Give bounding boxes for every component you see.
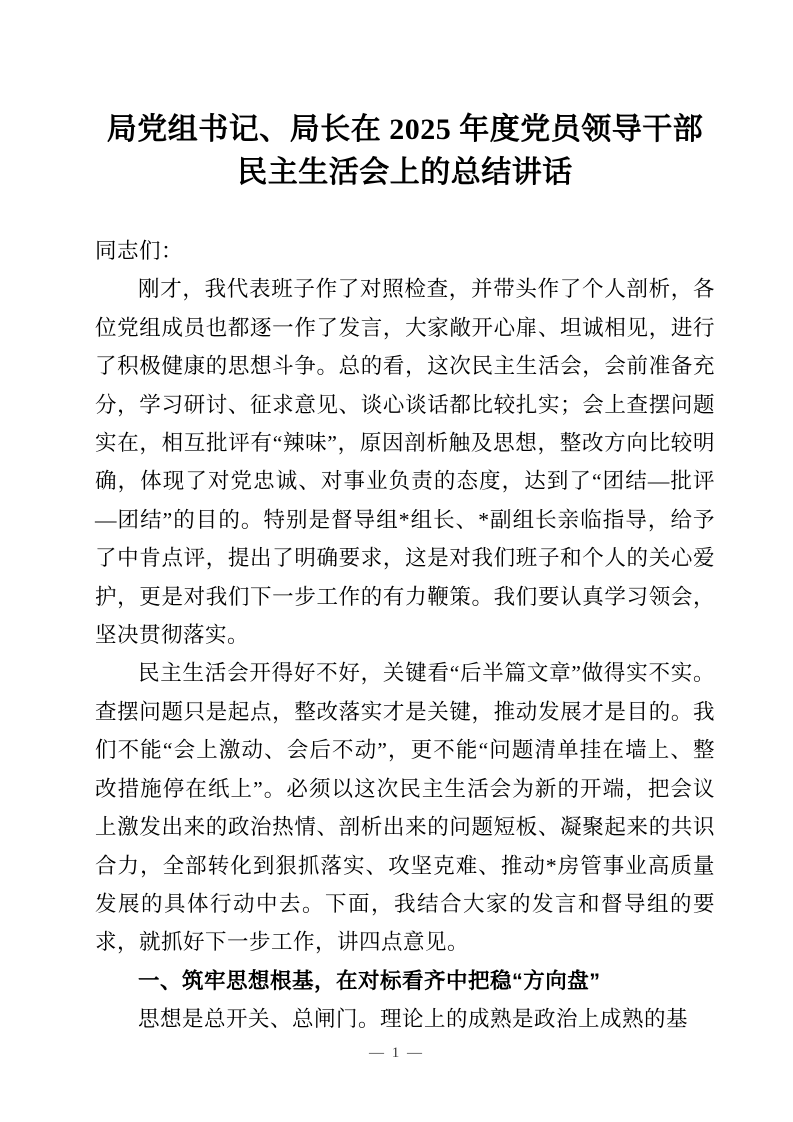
salutation: 同志们： (95, 239, 184, 263)
body-paragraph: 思想是总开关、总闸门。理论上的成熟是政治上成熟的基 (138, 1007, 689, 1032)
body-paragraph: 民主生活会开得好不好，关键看“后半篇文章”做得实不实。查摆问题只是起点，整改落实才是关键，推动发展才是目的。我们不能“会上激动、会后不动”，更不能“问题清单挂在墙上、整改措施停在纸上”。必须以这次民主生活会为新的开端，把会议上激发出来的政治热情、剖析出来的问题短板、凝聚起来的共识合力，全部转化到狠抓落实、攻坚克难、推动*房管事业高质量发展的具体行动中去。下面，我结合大家的发言和督导组的要求，就抓好下一步工作，讲四点意见。 (95, 661, 715, 955)
page-number: — 1 — (369, 1045, 424, 1061)
section-heading: 一、筑牢思想根基，在对标看齐中把稳“方向盘” (138, 968, 601, 993)
body-paragraph: 刚才，我代表班子作了对照检查，并带头作了个人剖析，各位党组成员也都逐一作了发言，大家敞开心扉、坦诚相见，进行了积极健康的思想斗争。总的看，这次民主生活会，会前准备充分，学习研讨、征求意见、谈心谈话都比较扎实；会上查摆问题实在，相互批评有“辣味”，原因剖析触及思想，整改方向比较明确，体现了对党忠诚、对事业负责的态度，达到了“团结—批评—团结”的目的。特别是督导组*组长、*副组长亲临指导，给予了中肯点评，提出了明确要求，这是对我们班子和个人的关心爱护，更是对我们下一步工作的有力鞭策。我们要认真学习领会，坚决贯彻落实。 (95, 277, 715, 648)
document-title: 局党组书记、局长在 2025 年度党员领导干部民主生活会上的总结讲话 (106, 113, 704, 189)
